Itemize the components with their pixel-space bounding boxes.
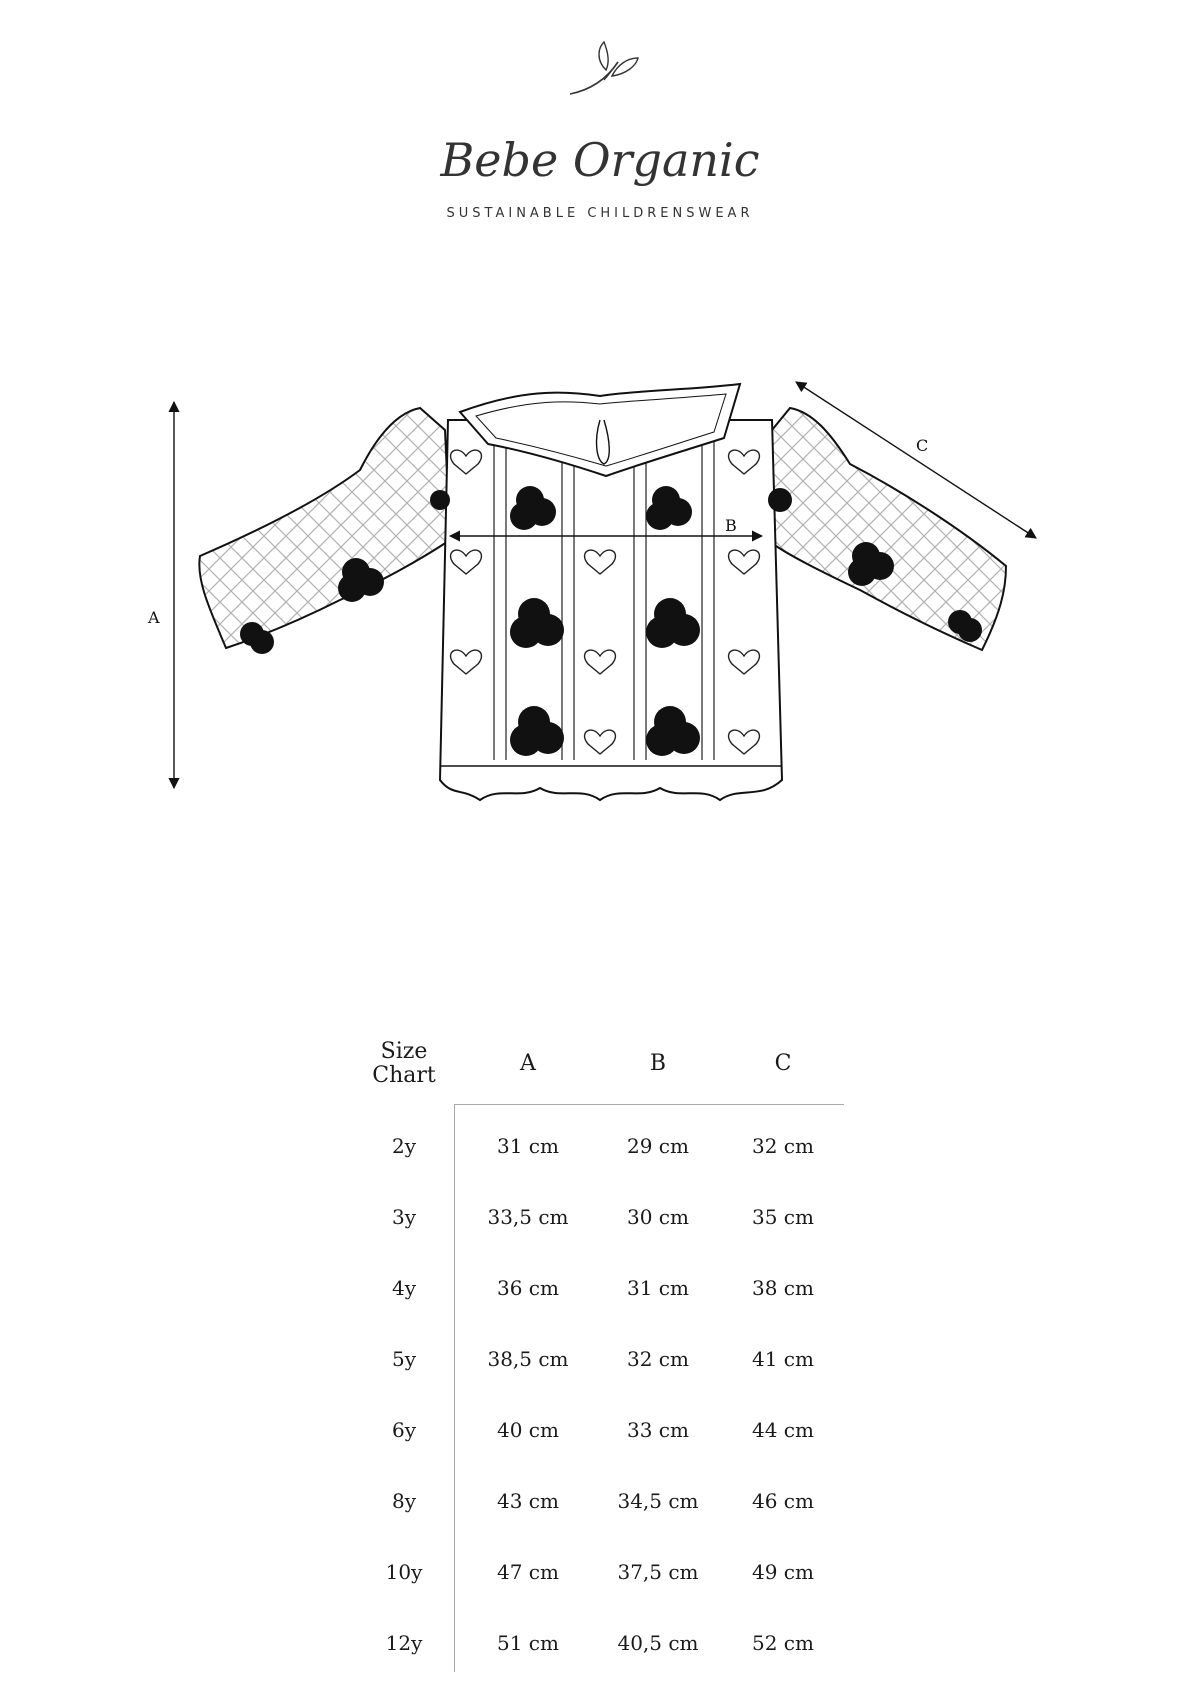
table-row: [354, 1126, 844, 1166]
table-row: [354, 1268, 844, 1308]
c-cell: 41 cm: [752, 1347, 814, 1371]
c-cell: 49 cm: [752, 1560, 814, 1584]
column-header-c: C: [774, 1051, 792, 1076]
c-cell: 44 cm: [752, 1418, 814, 1442]
c-cell: 32 cm: [752, 1134, 814, 1158]
size-cell: 10y: [385, 1560, 423, 1584]
size-cell: 3y: [391, 1205, 417, 1229]
a-cell: 43 cm: [497, 1489, 559, 1513]
table-row: [354, 1623, 844, 1663]
b-cell: 31 cm: [627, 1276, 689, 1300]
dimension-a-label: A: [148, 608, 160, 627]
b-cell: 30 cm: [627, 1205, 689, 1229]
brand-wordmark: Bebe Organic: [440, 133, 760, 187]
a-cell: 36 cm: [497, 1276, 559, 1300]
size-chart-title-line1: Size: [380, 1039, 428, 1064]
size-cell: 2y: [391, 1134, 417, 1158]
b-cell: 37,5 cm: [617, 1560, 699, 1584]
c-cell: 46 cm: [752, 1489, 814, 1513]
c-cell: 52 cm: [752, 1631, 814, 1655]
table-row: [354, 1410, 844, 1450]
a-cell: 47 cm: [497, 1560, 559, 1584]
size-chart-title: [354, 1040, 454, 1088]
header-divider: [454, 1104, 844, 1105]
sweater-drawing: [0, 360, 1200, 830]
a-cell: 38,5 cm: [487, 1347, 569, 1371]
brand-tagline: SUSTAINABLE CHILDRENSWEAR: [446, 206, 754, 221]
size-cell: 8y: [391, 1489, 417, 1513]
b-cell: 34,5 cm: [617, 1489, 699, 1513]
size-cell: 6y: [391, 1418, 417, 1442]
column-header-a: A: [520, 1051, 536, 1076]
dimension-b-label: B: [725, 516, 737, 535]
a-cell: 40 cm: [497, 1418, 559, 1442]
b-cell: 33 cm: [627, 1418, 689, 1442]
dimension-c-label: C: [916, 436, 929, 455]
b-cell: 40,5 cm: [617, 1631, 699, 1655]
table-row: [354, 1339, 844, 1379]
size-chart-table: [354, 1040, 844, 1680]
size-cell: 5y: [391, 1347, 417, 1371]
b-cell: 32 cm: [627, 1347, 689, 1371]
table-row: [354, 1197, 844, 1237]
brand-logo: [0, 30, 1200, 230]
size-chart-title-line2: Chart: [372, 1063, 436, 1088]
a-cell: 31 cm: [497, 1134, 559, 1158]
column-header-b: B: [649, 1051, 667, 1076]
size-cell: 4y: [391, 1276, 417, 1300]
table-row: [354, 1552, 844, 1592]
a-cell: 33,5 cm: [487, 1205, 569, 1229]
c-cell: 35 cm: [752, 1205, 814, 1229]
a-cell: 51 cm: [497, 1631, 559, 1655]
table-row: [354, 1481, 844, 1521]
size-cell: 12y: [385, 1631, 423, 1655]
c-cell: 38 cm: [752, 1276, 814, 1300]
leaf-logo-icon: [0, 30, 1200, 230]
b-cell: 29 cm: [627, 1134, 689, 1158]
garment-illustration: [0, 360, 1200, 830]
